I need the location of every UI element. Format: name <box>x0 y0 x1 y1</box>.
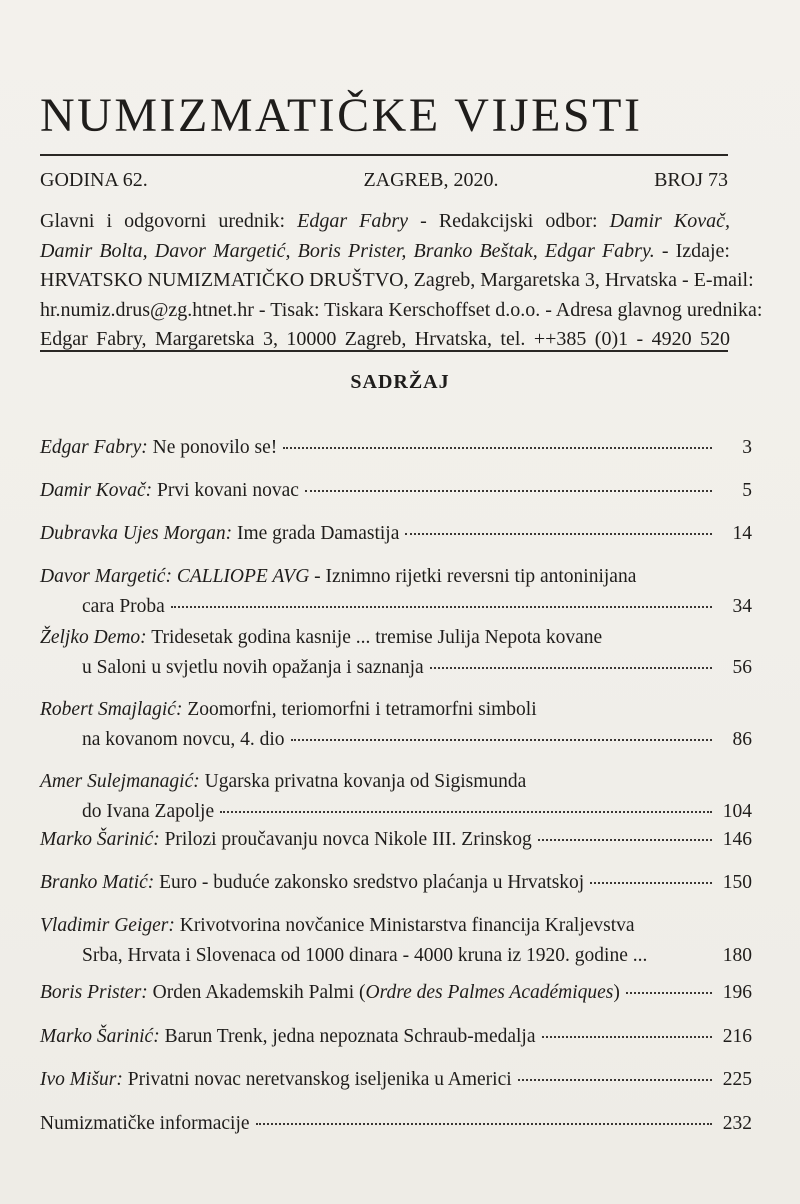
leader-dots <box>430 667 712 669</box>
imprint-line: hr.numiz.drus@zg.htnet.hr - Tisak: Tiskara Kerschoffset d.o.o. - Adresa glavnog urednika: <box>40 298 763 321</box>
board-members: Damir Bolta, Davor Margetić, Boris Prister, Branko Beštak, Edgar Fabry. <box>40 239 655 262</box>
leader-dots <box>283 447 712 449</box>
toc-title: Ime grada Damastija <box>236 523 400 544</box>
toc-title: Ugarska privatna kovanja od Sigismunda <box>204 771 527 792</box>
editor-name: Edgar Fabry <box>297 210 409 232</box>
leader-dots <box>405 533 712 535</box>
toc-entry <box>40 915 752 975</box>
imprint-line: Glavni i odgovorni urednik: Edgar Fabry - Redakcijski odbor: Damir Kovač, <box>40 210 730 232</box>
imprint-line: HRVATSKO NUMIZMATIČKO DRUŠTVO, Zagreb, Margaretska 3, Hrvatska - E-mail: <box>40 269 754 291</box>
toc-page: 104 <box>722 801 752 822</box>
toc-page: 14 <box>732 523 752 544</box>
toc-page: 196 <box>722 982 752 1003</box>
toc-title: Prilozi proučavanju novca Nikole III. Zrinskog <box>164 829 532 850</box>
toc-author: Branko Matić: <box>40 872 155 893</box>
toc-page: 34 <box>732 596 752 617</box>
toc-entry <box>40 771 752 831</box>
leader-dots <box>626 992 712 994</box>
toc-title-italic: Ordre des Palmes Académiques <box>365 982 614 1003</box>
masthead-rule <box>40 154 728 156</box>
toc-title: Orden Akademskih Palmi ( <box>152 982 366 1003</box>
toc-title: Srba, Hrvata i Slovenaca od 1000 dinara - 4000 kruna iz 1920. godine ... <box>82 945 648 966</box>
toc-title: Prvi kovani novac <box>156 480 299 501</box>
toc-page: 56 <box>732 657 752 678</box>
toc-title: na kovanom novcu, 4. dio <box>82 729 285 750</box>
toc-entry <box>40 1113 752 1143</box>
toc-author: Marko Šarinić: <box>40 829 160 850</box>
toc-entry <box>40 829 752 859</box>
imprint-rule <box>40 350 728 352</box>
toc-title: Numizmatičke informacije <box>40 1113 250 1134</box>
leader-dots <box>590 882 712 884</box>
toc-entry <box>40 480 752 510</box>
toc-page: 216 <box>722 1026 752 1047</box>
toc-entry <box>40 1069 752 1099</box>
toc-page: 3 <box>742 437 752 458</box>
toc-entry <box>40 566 752 626</box>
leader-dots <box>291 739 712 741</box>
toc-entry <box>40 699 752 759</box>
toc-entry <box>40 627 752 687</box>
volume-label: GODINA 62. <box>40 169 148 191</box>
toc-author: Vladimir Geiger: <box>40 915 175 936</box>
toc-title: Barun Trenk, jedna nepoznata Schraub-medalja <box>164 1026 536 1047</box>
toc-author: Dubravka Ujes Morgan: <box>40 523 233 544</box>
leader-dots <box>220 811 712 813</box>
toc-page: 180 <box>722 945 752 966</box>
toc-author: Boris Prister: <box>40 982 148 1003</box>
toc-title: u Saloni u svjetlu novih opažanja i saznanja <box>82 657 424 678</box>
toc-page: 86 <box>732 729 752 750</box>
toc-entry <box>40 872 752 902</box>
toc-title: Ne ponovilo se! <box>152 437 278 458</box>
toc-title: do Ivana Zapolje <box>82 801 215 822</box>
toc-page: 232 <box>722 1113 752 1134</box>
place-year-label: ZAGREB, 2020. <box>363 169 499 191</box>
toc-title: cara Proba <box>82 596 165 617</box>
toc-author: Marko Šarinić: <box>40 1026 160 1047</box>
toc-title: Privatni novac neretvanskog iseljenika u Americi <box>127 1069 512 1090</box>
leader-dots <box>538 839 712 841</box>
leader-dots <box>542 1036 713 1038</box>
board-member: Damir Kovač, <box>609 210 730 232</box>
imprint-line: Edgar Fabry, Margaretska 3, 10000 Zagreb, Hrvatska, tel. ++385 (0)1 - 4920 520 <box>40 328 730 350</box>
toc-author: Amer Sulejmanagić: <box>40 771 200 792</box>
toc-author: Željko Demo: <box>40 627 147 648</box>
toc-title: Euro - buduće zakonsko sredstvo plaćanja u Hrvatskoj <box>159 872 585 893</box>
toc-page: 146 <box>722 829 752 850</box>
journal-title: NUMIZMATIČKE VIJESTI <box>40 89 643 142</box>
toc-title: Tridesetak godina kasnije ... tremise Julija Nepota kovane <box>151 627 603 648</box>
toc-entry <box>40 437 752 467</box>
toc-entry <box>40 1026 752 1056</box>
imprint-line: Damir Bolta, Davor Margetić, Boris Prister, Branko Beštak, Edgar Fabry. - Izdaje: <box>40 239 730 262</box>
leader-dots <box>256 1123 712 1125</box>
leader-dots <box>171 606 712 608</box>
toc-title: Zoomorfni, teriomorfni i tetramorfni simboli <box>187 699 537 720</box>
toc-page: 225 <box>722 1069 752 1090</box>
issue-number-label: BROJ 73 <box>654 169 728 191</box>
leader-dots <box>305 490 712 492</box>
toc-page: 150 <box>722 872 752 893</box>
toc-page: 5 <box>742 480 752 501</box>
leader-dots <box>518 1079 712 1081</box>
toc-title: - Iznimno rijetki reversni tip antoninijana <box>309 566 637 587</box>
imprint-block <box>40 207 763 355</box>
toc-entry: Boris Prister: Orden Akademskih Palmi (Ordre des Palmes Académiques) 196 <box>40 982 752 1003</box>
toc-title: Krivotvorina novčanice Ministarstva financija Kraljevstva <box>179 915 635 936</box>
toc-author: Davor Margetić: <box>40 566 172 587</box>
contents-heading: SADRŽAJ <box>350 371 450 393</box>
toc-author: Damir Kovač: <box>40 480 153 501</box>
toc-author: Ivo Mišur: <box>40 1069 123 1090</box>
issue-info-row <box>40 169 728 192</box>
toc-author: Robert Smajlagić: <box>40 699 183 720</box>
toc-entry <box>40 523 752 553</box>
toc-author: Edgar Fabry: <box>40 437 148 458</box>
toc-title-italic: CALLIOPE AVG <box>176 566 310 587</box>
